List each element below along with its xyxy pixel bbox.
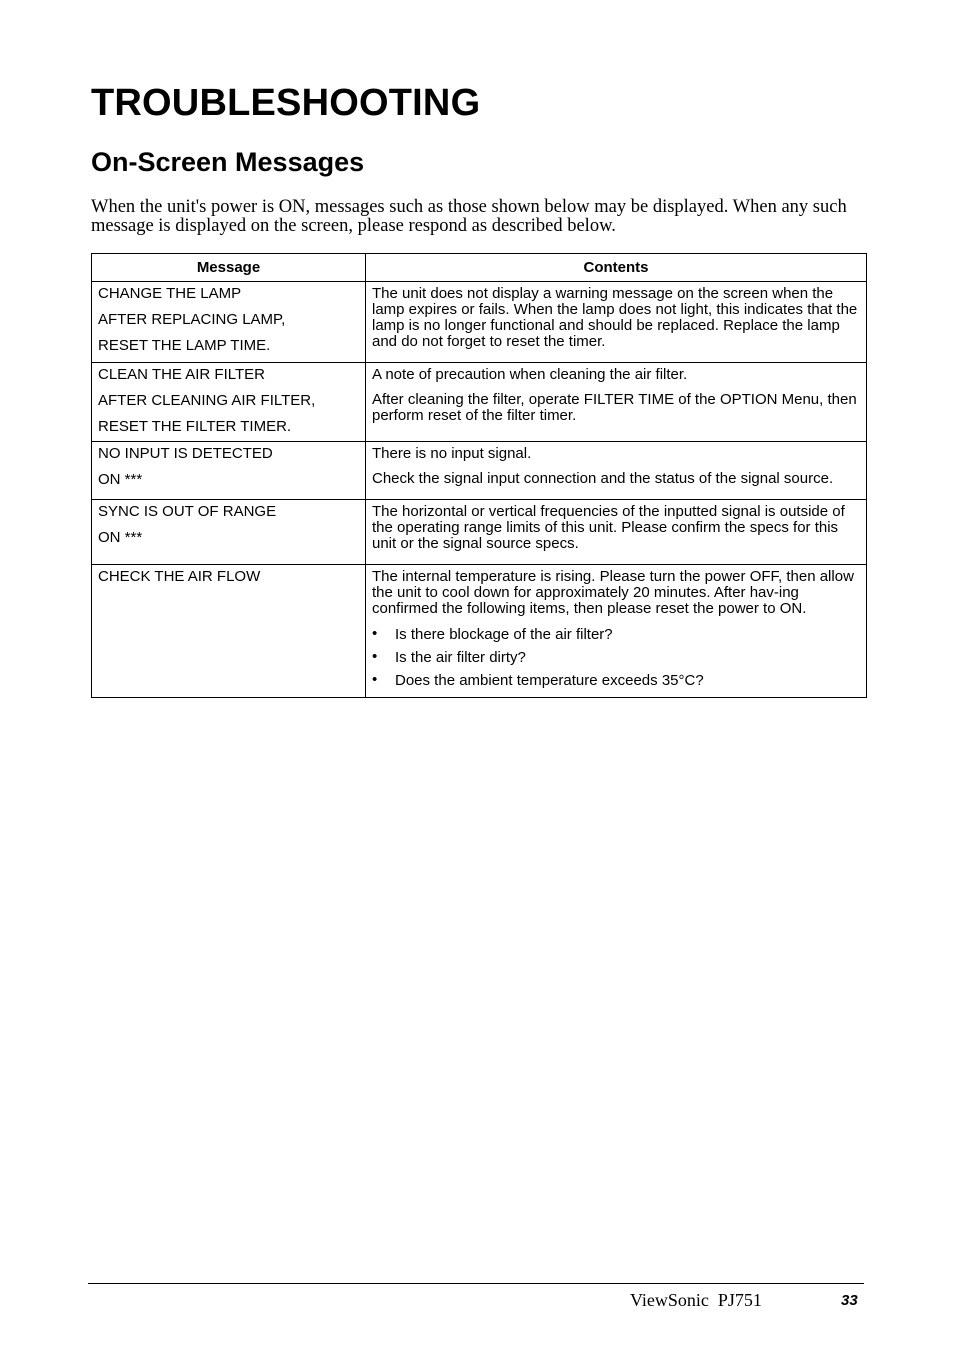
list-item xyxy=(372,627,860,643)
table-row xyxy=(92,442,867,500)
messages-table xyxy=(91,253,867,698)
message-line: ON *** xyxy=(98,529,143,546)
page-number: 33 xyxy=(841,1292,858,1309)
message-column-header: Message xyxy=(92,254,366,282)
contents-paragraph: The unit does not display a warning message on the screen when the lamp expires or fails. When the lamp does not light, this indicates that the lamp is no longer functional and should be replaced. Replace the lamp and do not forget to reset the timer. xyxy=(372,285,858,350)
message-line: ON *** xyxy=(98,471,143,488)
contents-paragraph: Check the signal input connection and the status of the signal source. xyxy=(372,470,834,487)
message-cell xyxy=(92,363,366,442)
message-line: RESET THE LAMP TIME. xyxy=(98,337,271,354)
message-cell xyxy=(92,442,366,500)
page-title: TROUBLESHOOTING xyxy=(91,82,481,124)
contents-column-header: Contents xyxy=(366,254,867,282)
contents-cell xyxy=(366,282,867,363)
message-line: AFTER REPLACING LAMP, xyxy=(98,311,286,328)
contents-paragraph: A note of precaution when cleaning the air filter. xyxy=(372,366,688,383)
contents-cell xyxy=(366,500,867,565)
list-item xyxy=(372,673,860,689)
list-item-text: Is the air filter dirty? xyxy=(395,649,526,666)
contents-cell xyxy=(366,363,867,442)
message-cell xyxy=(92,565,366,698)
bullet-icon: • xyxy=(372,648,378,665)
message-line: CHECK THE AIR FLOW xyxy=(98,568,261,585)
footer-brand: ViewSonic PJ751 xyxy=(630,1290,762,1310)
footer-divider xyxy=(88,1283,864,1284)
message-line: AFTER CLEANING AIR FILTER, xyxy=(98,392,316,409)
contents-cell xyxy=(366,442,867,500)
list-item xyxy=(372,650,860,666)
list-item-text: Does the ambient temperature exceeds 35°C? xyxy=(395,672,704,689)
table-row xyxy=(92,565,867,698)
contents-paragraph: There is no input signal. xyxy=(372,445,532,462)
bullet-list xyxy=(372,627,860,689)
contents-paragraph: The horizontal or vertical frequencies of the inputted signal is outside of the operating range limits of this unit. Please confirm the specs for this unit or the signal source specs. xyxy=(372,503,845,552)
table-row xyxy=(92,500,867,565)
table-row xyxy=(92,363,867,442)
message-cell xyxy=(92,500,366,565)
message-line: CLEAN THE AIR FILTER xyxy=(98,366,265,383)
message-line: RESET THE FILTER TIMER. xyxy=(98,418,292,435)
contents-cell xyxy=(366,565,867,698)
table-header-row xyxy=(92,254,867,282)
bullet-icon: • xyxy=(372,671,378,688)
message-cell xyxy=(92,282,366,363)
intro-paragraph: When the unit's power is ON, messages such as those shown below may be displayed. When any such message is displayed on the screen, please respond as described below. xyxy=(91,197,847,236)
table-row xyxy=(92,282,867,363)
list-item-text: Is there blockage of the air filter? xyxy=(395,626,613,643)
bullet-icon: • xyxy=(372,625,378,642)
message-line: SYNC IS OUT OF RANGE xyxy=(98,503,277,520)
contents-paragraph: The internal temperature is rising. Please turn the power OFF, then allow the unit to cool down for approximately 20 minutes. After hav-ing confirmed the following items, then please reset the power to ON. xyxy=(372,568,854,617)
message-line: NO INPUT IS DETECTED xyxy=(98,445,273,462)
section-title: On-Screen Messages xyxy=(91,147,365,177)
contents-paragraph: After cleaning the filter, operate FILTER TIME of the OPTION Menu, then perform reset of the filter timer. xyxy=(372,391,857,424)
message-line: CHANGE THE LAMP xyxy=(98,285,242,302)
